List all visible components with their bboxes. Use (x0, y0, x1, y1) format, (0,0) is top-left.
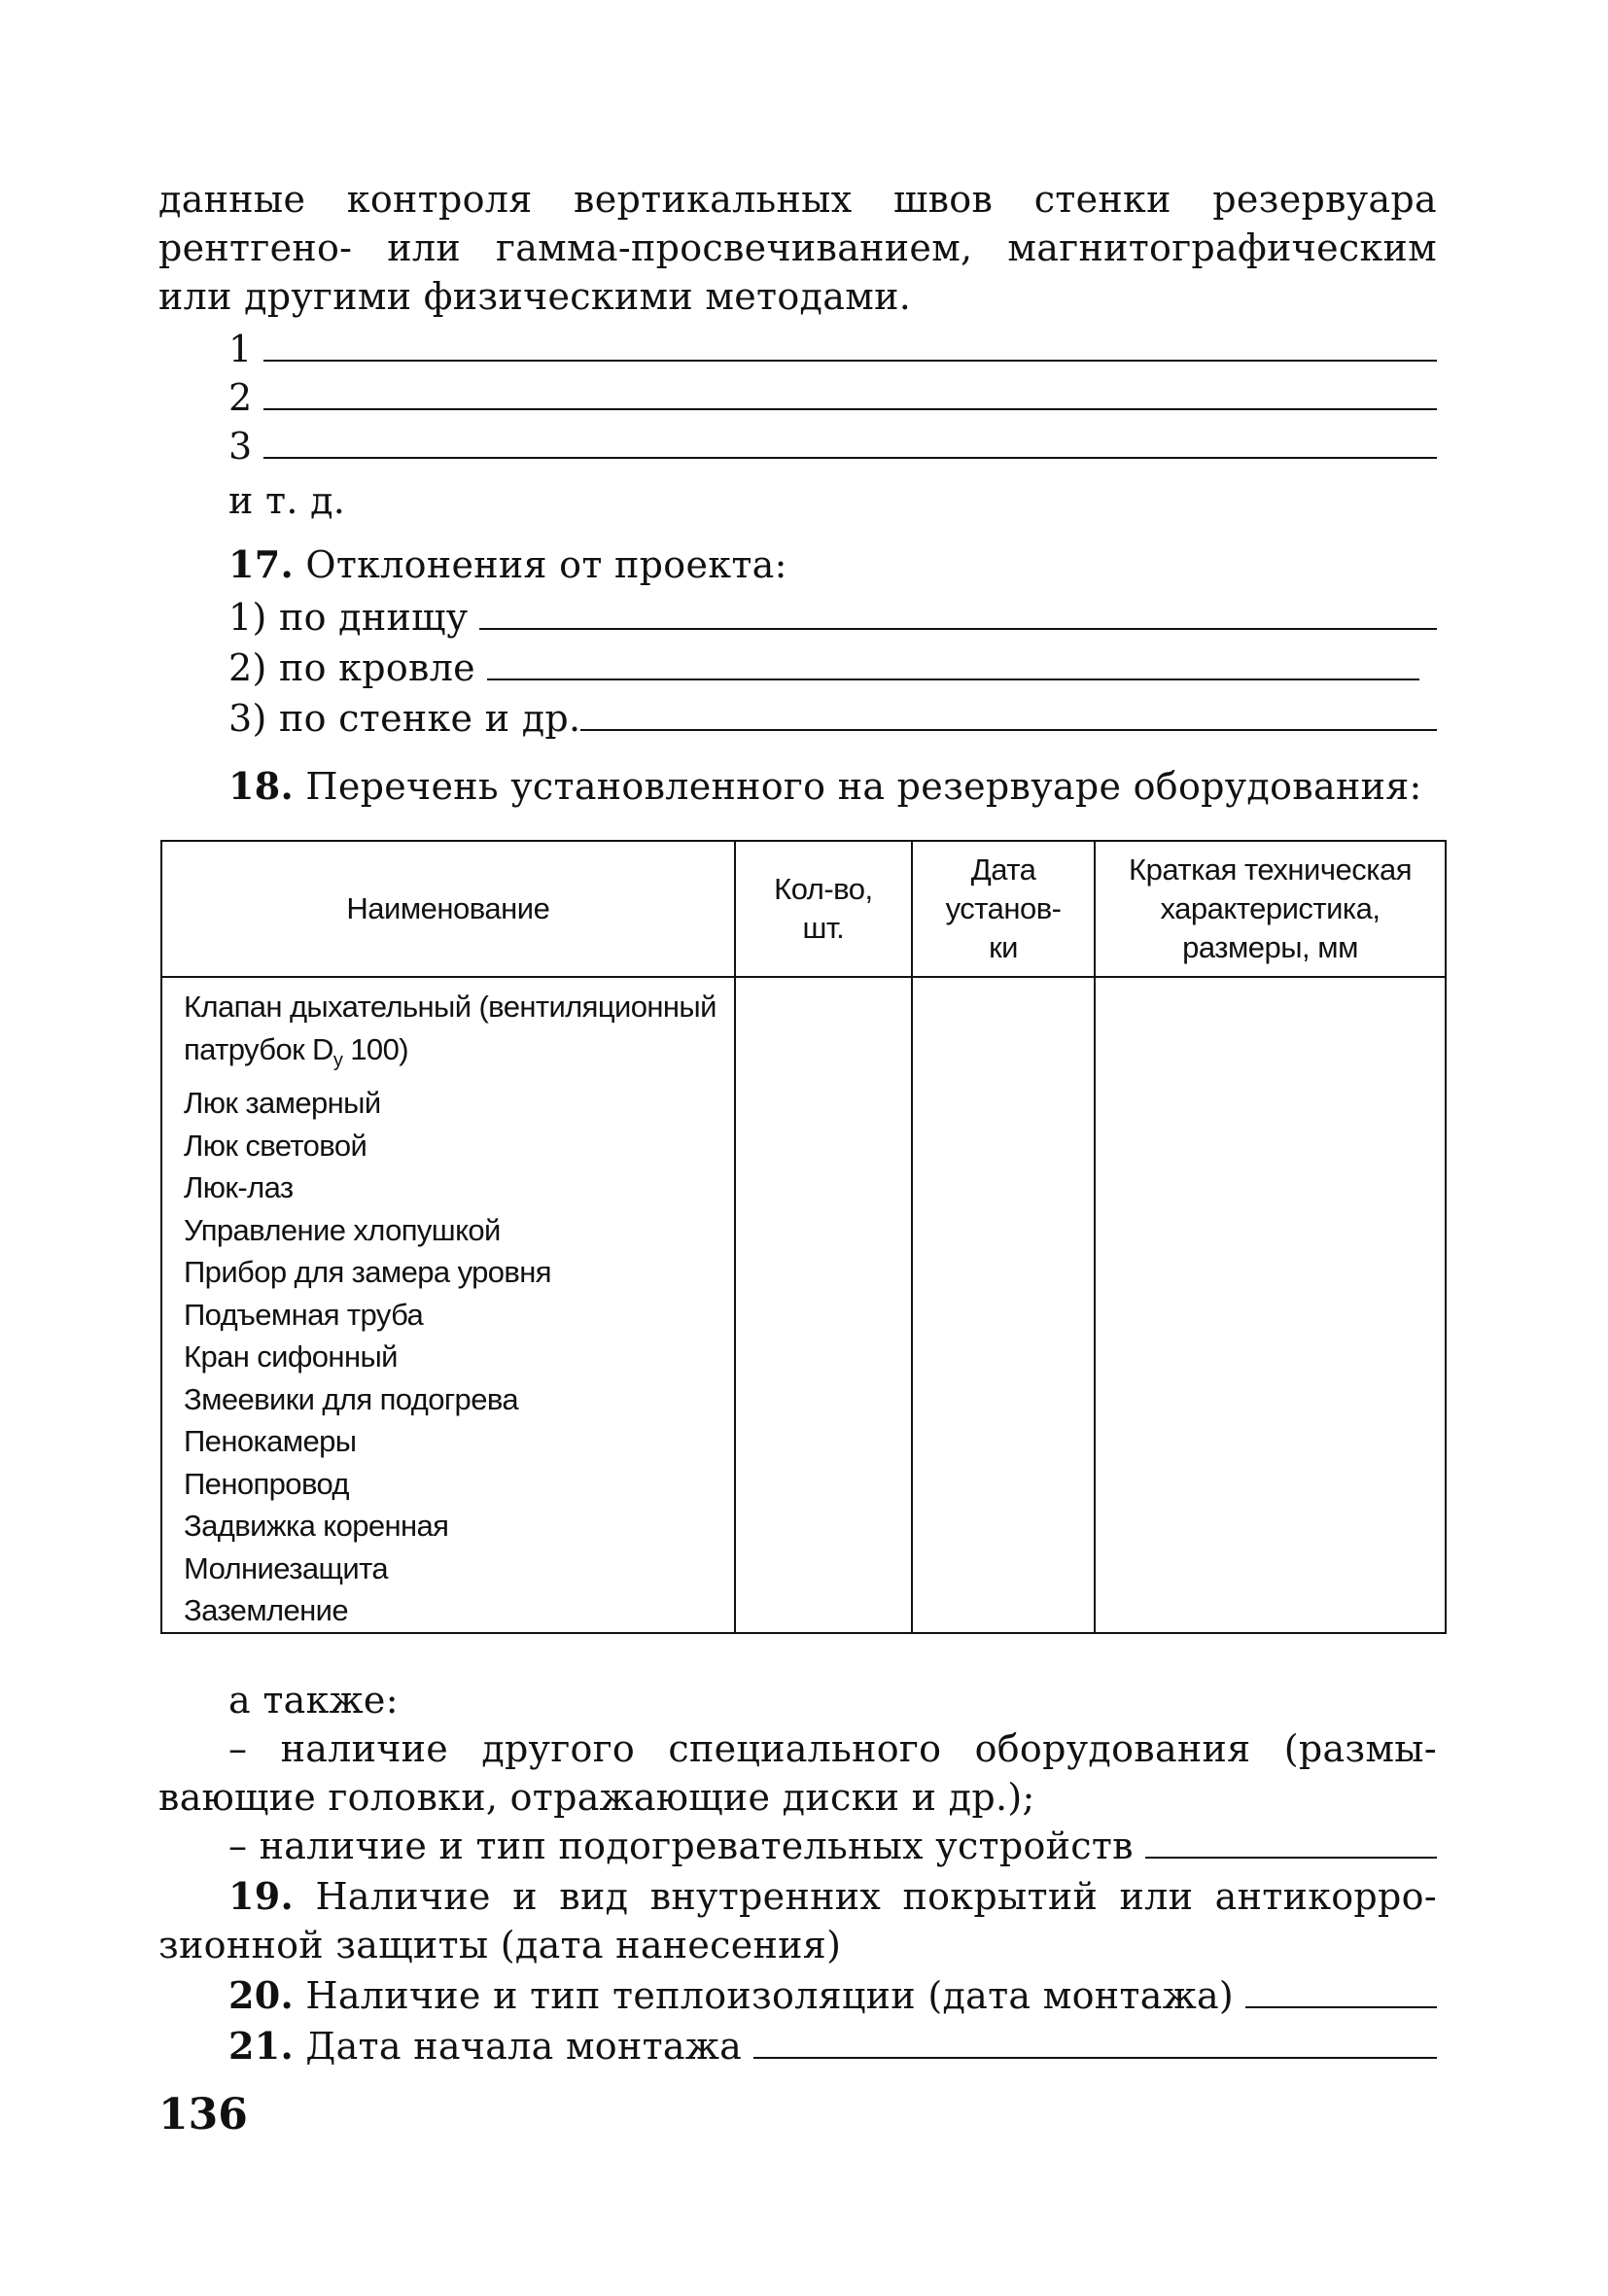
header-quantity: Кол-во, шт. (735, 841, 912, 977)
equipment-names-cell (161, 977, 735, 1633)
blank-line[interactable] (263, 330, 1437, 362)
header-name: Наименование (161, 841, 735, 977)
list-item: Люк-лаз (184, 1170, 294, 1205)
equipment-table (160, 840, 1447, 1634)
numbered-label: 2 (228, 376, 253, 419)
section-19-line-2: зионной защиты (дата нанесения) (158, 1924, 842, 1966)
table-row (161, 977, 1446, 1633)
list-item: Прибор для замера уровня (184, 1255, 551, 1290)
section-20-row (228, 1971, 1437, 2020)
blank-line[interactable] (580, 700, 1437, 731)
list-item: Подъемная труба (184, 1297, 424, 1332)
list-item: Люк световой (184, 1128, 367, 1163)
section-number: 18. (228, 764, 295, 808)
numbered-blank-2 (228, 373, 1437, 422)
section-number: 17. (228, 542, 295, 586)
section-text: Наличие и вид внутренних покрытий или антикорро- (315, 1875, 1437, 1918)
also-item-1b: вающие головки, отражающие диски и др.); (158, 1776, 1035, 1819)
quantity-cell[interactable] (735, 977, 912, 1633)
list-item: Пенопровод (184, 1466, 349, 1501)
deviation-wall (228, 694, 1437, 743)
page-number: 136 (158, 2090, 248, 2139)
blank-line[interactable] (487, 649, 1419, 680)
section-title: Перечень установленного на резервуаре оборудования: (305, 765, 1422, 808)
section-17-heading (228, 540, 1437, 589)
deviation-bottom (228, 593, 1437, 642)
intro-line-3: или другими физическими методами. (158, 275, 912, 318)
deviation-roof (228, 644, 1419, 692)
deviation-label: 2) по кровле (228, 646, 475, 689)
numbered-blank-3 (228, 422, 1437, 470)
blank-line[interactable] (1145, 1827, 1437, 1859)
blank-line[interactable] (753, 2028, 1437, 2059)
table-header-row (161, 841, 1446, 977)
intro-line-1: данные контроля вертикальных швов стенки резервуара (158, 178, 1437, 221)
section-19-line-1 (228, 1872, 1437, 1921)
deviation-label: 1) по днищу (228, 596, 469, 639)
etc-text: и т. д. (228, 479, 346, 522)
numbered-label: 3 (228, 425, 253, 468)
section-21-row (228, 2022, 1437, 2070)
list-item: Молниезащита (184, 1550, 388, 1585)
header-install-date: Дата установ- ки (912, 841, 1095, 977)
list-item: Змеевики для подогрева (184, 1381, 518, 1416)
list-item: Заземление (184, 1593, 349, 1628)
list-item: Управление хлопушкой (184, 1212, 501, 1247)
blank-line[interactable] (263, 428, 1437, 459)
numbered-label: 1 (228, 328, 253, 370)
blank-line[interactable] (263, 379, 1437, 410)
list-item: Кран сифонный (184, 1339, 398, 1374)
blank-line[interactable] (1245, 1977, 1437, 2008)
intro-line-2: рентгено- или гамма-просвечиванием, магнитографическим (158, 226, 1437, 269)
heating-devices-label: – наличие и тип подогревательных устройств (228, 1825, 1134, 1867)
also-intro: а также: (228, 1679, 399, 1722)
list-item: Клапан дыхательный (вентиляционный (184, 990, 717, 1024)
section-20-label: 20. Наличие и тип теплоизоляции (дата монтажа) (228, 1973, 1235, 2017)
equipment-list (162, 978, 734, 1632)
header-description: Краткая техническая характеристика, размеры, мм (1095, 841, 1446, 977)
section-number: 19. (228, 1874, 295, 1918)
blank-line[interactable] (479, 599, 1437, 630)
install-date-cell[interactable] (912, 977, 1095, 1633)
list-item: Задвижка коренная (184, 1509, 449, 1544)
numbered-blank-1 (228, 325, 1437, 373)
section-title: Отклонения от проекта: (305, 543, 787, 586)
section-18-heading (228, 762, 1437, 811)
description-cell[interactable] (1095, 977, 1446, 1633)
also-item-1a: – наличие другого специального оборудования (размы- (228, 1727, 1437, 1770)
list-item: Пенокамеры (184, 1424, 357, 1459)
deviation-label: 3) по стенке и др. (228, 697, 581, 740)
heating-devices-row (228, 1822, 1437, 1870)
list-item: Люк замерный (184, 1086, 381, 1121)
list-item: патрубок $D_у$ 100) (184, 1031, 408, 1071)
section-21-label: 21. Дата начала монтажа (228, 2024, 743, 2068)
